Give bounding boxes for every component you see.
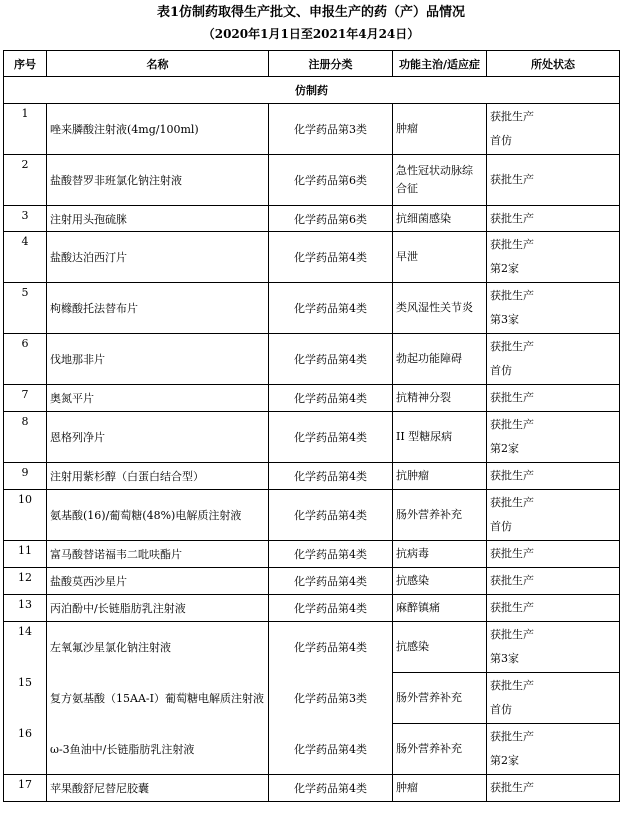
status-rank: 首仿 bbox=[490, 134, 512, 147]
status-approval: 获批生产 bbox=[490, 238, 534, 251]
indication: 肠外营养补充 bbox=[393, 724, 487, 775]
header-status: 所处状态 bbox=[487, 51, 620, 77]
table-row bbox=[4, 724, 620, 775]
table-row bbox=[4, 104, 620, 155]
header-no: 序号 bbox=[4, 51, 47, 77]
header-category: 注册分类 bbox=[269, 51, 393, 77]
indication: 抗感染 bbox=[393, 622, 487, 673]
indication: 抗精神分裂 bbox=[393, 385, 487, 412]
drug-name: 丙泊酚中/长链脂肪乳注射液 bbox=[47, 595, 269, 622]
row-number: 17 bbox=[4, 775, 47, 802]
status-cell bbox=[487, 541, 620, 568]
drug-name: 注射用头孢硫脒 bbox=[47, 206, 269, 232]
status-cell bbox=[487, 412, 620, 463]
registration-category: 化学药品第4类 bbox=[269, 334, 393, 385]
header-name: 名称 bbox=[47, 51, 269, 77]
drug-name: 注射用紫杉醇（白蛋白结合型） bbox=[47, 463, 269, 490]
table-row bbox=[4, 155, 620, 206]
status-approval: 获批生产 bbox=[490, 628, 534, 641]
table-subtitle: （2020年1月1日至2021年4月24日） bbox=[202, 27, 420, 41]
drug-name: 恩格列净片 bbox=[47, 412, 269, 463]
table-row bbox=[4, 673, 620, 724]
indication: 抗肿瘤 bbox=[393, 463, 487, 490]
status-cell bbox=[487, 385, 620, 412]
drug-name: 氨基酸(16)/葡萄糖(48%)电解质注射液 bbox=[47, 490, 269, 541]
table-row bbox=[4, 568, 620, 595]
section-row bbox=[4, 77, 620, 104]
table-title: 表1仿制药取得生产批文、申报生产的药（产）品情况 bbox=[156, 5, 466, 20]
status-approval: 获批生产 bbox=[490, 110, 534, 123]
drug-name: 枸橼酸托法替布片 bbox=[47, 283, 269, 334]
drug-name: 复方氨基酸（15AA-I）葡萄糖电解质注射液 bbox=[47, 673, 269, 724]
table-row bbox=[4, 490, 620, 541]
drug-name: 盐酸替罗非班氯化钠注射液 bbox=[47, 155, 269, 206]
table-row bbox=[4, 622, 620, 673]
table-body bbox=[4, 77, 620, 802]
status-cell bbox=[487, 463, 620, 490]
status-approval: 获批生产 bbox=[490, 391, 534, 404]
row-number: 10 bbox=[4, 490, 47, 541]
registration-category: 化学药品第3类 bbox=[269, 673, 393, 724]
indication: 类风湿性关节炎 bbox=[393, 283, 487, 334]
status-cell bbox=[487, 232, 620, 283]
status-approval: 获批生产 bbox=[490, 289, 534, 302]
status-cell bbox=[487, 283, 620, 334]
status-approval: 获批生产 bbox=[490, 547, 534, 560]
status-approval: 获批生产 bbox=[490, 418, 534, 431]
status-cell bbox=[487, 334, 620, 385]
table-row bbox=[4, 206, 620, 232]
row-number: 8 bbox=[4, 412, 47, 463]
status-approval: 获批生产 bbox=[490, 211, 534, 225]
drug-name: 盐酸莫西沙星片 bbox=[47, 568, 269, 595]
registration-category: 化学药品第3类 bbox=[269, 104, 393, 155]
table-row bbox=[4, 412, 620, 463]
status-cell bbox=[487, 595, 620, 622]
status-rank: 第3家 bbox=[490, 652, 519, 665]
row-number: 4 bbox=[4, 232, 47, 283]
row-number: 1 bbox=[4, 104, 47, 155]
status-approval: 获批生产 bbox=[490, 574, 534, 587]
registration-category: 化学药品第4类 bbox=[269, 232, 393, 283]
table-row bbox=[4, 334, 620, 385]
indication: 肠外营养补充 bbox=[393, 490, 487, 541]
registration-category: 化学药品第4类 bbox=[269, 775, 393, 802]
status-cell bbox=[487, 206, 620, 232]
header-indication: 功能主治/适应症 bbox=[393, 51, 487, 77]
indication: 急性冠状动脉综合征 bbox=[393, 155, 487, 206]
status-rank: 首仿 bbox=[490, 703, 512, 716]
drug-name: 奥氮平片 bbox=[47, 385, 269, 412]
drug-name: 盐酸达泊西汀片 bbox=[47, 232, 269, 283]
drug-name: 苹果酸舒尼替尼胶囊 bbox=[47, 775, 269, 802]
table-row bbox=[4, 775, 620, 802]
status-rank: 第2家 bbox=[490, 442, 519, 455]
drug-name: 左氧氟沙星氯化钠注射液 bbox=[47, 622, 269, 673]
header-row bbox=[4, 51, 620, 77]
status-approval: 获批生产 bbox=[490, 340, 534, 353]
registration-category: 化学药品第4类 bbox=[269, 283, 393, 334]
table-row bbox=[4, 283, 620, 334]
row-number: 15 bbox=[4, 673, 47, 724]
indication: 肿瘤 bbox=[393, 104, 487, 155]
registration-category: 化学药品第4类 bbox=[269, 490, 393, 541]
status-cell bbox=[487, 775, 620, 802]
indication: 肠外营养补充 bbox=[393, 673, 487, 724]
status-cell bbox=[487, 104, 620, 155]
status-rank: 首仿 bbox=[490, 364, 512, 377]
status-approval: 获批生产 bbox=[490, 496, 534, 509]
row-number: 6 bbox=[4, 334, 47, 385]
registration-category: 化学药品第4类 bbox=[269, 724, 393, 775]
indication: 抗细菌感染 bbox=[393, 206, 487, 232]
registration-category: 化学药品第4类 bbox=[269, 541, 393, 568]
registration-category: 化学药品第4类 bbox=[269, 622, 393, 673]
status-cell bbox=[487, 568, 620, 595]
registration-category: 化学药品第6类 bbox=[269, 155, 393, 206]
row-number: 5 bbox=[4, 283, 47, 334]
status-cell bbox=[487, 724, 620, 775]
row-number: 16 bbox=[4, 724, 47, 775]
row-number: 7 bbox=[4, 385, 47, 412]
status-approval: 获批生产 bbox=[490, 730, 534, 743]
status-cell bbox=[487, 622, 620, 673]
status-approval: 获批生产 bbox=[490, 601, 534, 614]
section-label: 仿制药 bbox=[4, 77, 620, 104]
row-number: 13 bbox=[4, 595, 47, 622]
registration-category: 化学药品第4类 bbox=[269, 568, 393, 595]
drug-name: ω-3鱼油中/长链脂肪乳注射液 bbox=[47, 724, 269, 775]
table-row bbox=[4, 385, 620, 412]
registration-category: 化学药品第6类 bbox=[269, 206, 393, 232]
row-number: 14 bbox=[4, 622, 47, 673]
registration-category: 化学药品第4类 bbox=[269, 412, 393, 463]
row-number: 3 bbox=[4, 206, 47, 232]
status-cell bbox=[487, 155, 620, 206]
drug-name: 伐地那非片 bbox=[47, 334, 269, 385]
indication: 肿瘤 bbox=[393, 775, 487, 802]
table-row bbox=[4, 595, 620, 622]
status-rank: 第2家 bbox=[490, 754, 519, 767]
indication: 抗感染 bbox=[393, 568, 487, 595]
indication: II 型糖尿病 bbox=[393, 412, 487, 463]
row-number: 11 bbox=[4, 541, 47, 568]
drug-name: 唑来膦酸注射液(4mg/100ml) bbox=[47, 104, 269, 155]
registration-category: 化学药品第4类 bbox=[269, 595, 393, 622]
table-row bbox=[4, 232, 620, 283]
table-row bbox=[4, 541, 620, 568]
status-rank: 第2家 bbox=[490, 262, 519, 275]
generic-drugs-table bbox=[3, 50, 620, 802]
status-cell bbox=[487, 673, 620, 724]
status-rank: 首仿 bbox=[490, 520, 512, 533]
indication: 早泄 bbox=[393, 232, 487, 283]
table-row bbox=[4, 463, 620, 490]
status-approval: 获批生产 bbox=[490, 173, 534, 186]
status-approval: 获批生产 bbox=[490, 781, 534, 794]
status-rank: 第3家 bbox=[490, 313, 519, 326]
indication: 抗病毒 bbox=[393, 541, 487, 568]
status-approval: 获批生产 bbox=[490, 469, 534, 482]
row-number: 2 bbox=[4, 155, 47, 206]
status-cell bbox=[487, 490, 620, 541]
indication: 勃起功能障碍 bbox=[393, 334, 487, 385]
status-approval: 获批生产 bbox=[490, 679, 534, 692]
indication: 麻醉镇痛 bbox=[393, 595, 487, 622]
row-number: 9 bbox=[4, 463, 47, 490]
registration-category: 化学药品第4类 bbox=[269, 463, 393, 490]
row-number: 12 bbox=[4, 568, 47, 595]
drug-name: 富马酸替诺福韦二吡呋酯片 bbox=[47, 541, 269, 568]
registration-category: 化学药品第4类 bbox=[269, 385, 393, 412]
